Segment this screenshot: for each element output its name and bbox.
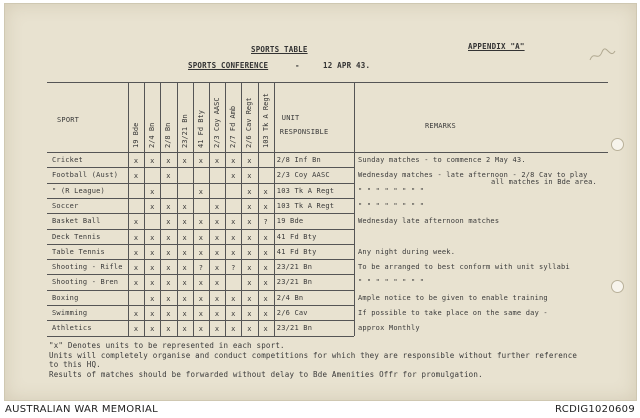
represent-mark: x [166, 233, 171, 242]
column-divider [128, 82, 129, 336]
represent-mark: x [166, 218, 171, 227]
archive-id: RCDIG1020609 [555, 404, 635, 415]
represent-mark: x [247, 248, 252, 257]
represent-mark: x [247, 294, 252, 303]
unit-responsible: 41 Fd Bty [276, 247, 317, 256]
sport-name: " (R League) [52, 186, 105, 195]
pencil-scribble-icon [588, 48, 618, 64]
sport-name: Shooting - Bren [52, 278, 119, 287]
unit-column-header: 19 Bde [132, 122, 140, 148]
unit-responsible: 103 Tk A Regt [276, 186, 335, 195]
row-divider [47, 259, 354, 260]
row-divider [47, 274, 354, 275]
represent-mark: x [247, 233, 252, 242]
represent-mark: x [214, 264, 220, 273]
remarks-text: Wednesday matches - late afternoon - 2/8 Cav to play [358, 171, 588, 180]
represent-mark: x [263, 325, 268, 334]
sport-column-header: SPORT [57, 116, 80, 124]
represent-mark: x [166, 310, 171, 318]
remarks-column-header: REMARKS [425, 122, 456, 130]
document-title: SPORTS TABLE [251, 45, 308, 54]
table-top-border [47, 82, 608, 83]
represent-mark: x [133, 264, 139, 273]
sport-name: Cricket [52, 156, 83, 164]
represent-mark: ? [198, 264, 203, 273]
row-divider [47, 183, 354, 184]
represent-mark: x [214, 279, 220, 288]
represent-mark: x [182, 233, 187, 242]
represent-mark: x [166, 325, 171, 334]
sport-name: Shooting - Rifle [52, 263, 123, 272]
remarks-text: " " " " " " " " [358, 186, 425, 195]
unit-responsible: 2/3 Coy AASC [276, 171, 330, 180]
remarks-text: all matches in Bde area. [491, 178, 597, 187]
unit-column-header: 2/4 Bn [148, 122, 157, 148]
represent-mark: x [214, 310, 220, 318]
unit-responsible: 2/6 Cav [276, 309, 308, 317]
represent-mark: x [166, 294, 171, 303]
unit-column-header: 2/8 Bn [164, 122, 173, 148]
unit-responsible: 23/21 Bn [276, 324, 313, 333]
represent-mark: x [214, 325, 220, 334]
represent-mark: x [198, 310, 203, 318]
represent-mark: x [150, 310, 155, 318]
represent-mark: x [133, 248, 139, 257]
note-1: "x" Denotes units to be represented in each sport. [49, 341, 285, 350]
remarks-text: Any night during week. [358, 247, 456, 256]
row-divider [47, 320, 354, 321]
sport-name: Football (Aust) [52, 171, 119, 180]
sport-name: Soccer [52, 201, 79, 210]
represent-mark: x [247, 187, 252, 196]
unit-responsible: 23/21 Bn [276, 278, 313, 287]
note-4: Results of matches should be forwarded without delay to Bde Amenities Offr for promulgation. [49, 370, 483, 379]
row-divider [47, 167, 354, 168]
unit-column-header: 23/21 Bn [180, 114, 189, 148]
represent-mark: x [263, 202, 268, 211]
represent-mark: x [166, 172, 171, 181]
remarks-text: " " " " " " " " [358, 201, 425, 210]
appendix-label: APPENDIX "A" [468, 42, 525, 51]
represent-mark: x [166, 157, 171, 165]
represent-mark: x [150, 202, 155, 211]
represent-mark: x [231, 310, 236, 318]
represent-mark: x [182, 279, 187, 288]
unit-responsible: 41 Fd Bty [276, 232, 317, 241]
unit-responsible: 19 Bde [276, 217, 304, 226]
note-2: Units will completely organise and conduct competitions for which they are responsible without further reference [49, 351, 578, 360]
remarks-text: To be arranged to best conform with unit syllabi [358, 263, 570, 272]
punch-hole-top [611, 138, 624, 151]
header-divider [47, 152, 608, 153]
remarks-text: Sunday matches - to commence 2 May 43. [358, 156, 526, 164]
row-divider [47, 244, 354, 245]
represent-mark: x [198, 325, 203, 334]
row-divider [47, 290, 354, 291]
represent-mark: ? [263, 218, 268, 227]
represent-mark: x [133, 157, 139, 165]
represent-mark: x [198, 233, 203, 242]
represent-mark: x [247, 157, 252, 165]
represent-mark: x [247, 218, 252, 227]
unit-column-header: 2/3 Coy AASC [213, 97, 221, 148]
represent-mark: x [182, 157, 187, 165]
represent-mark: x [166, 248, 171, 257]
column-divider [354, 82, 355, 336]
unit-column-header: 41 Fd Bty [196, 110, 205, 148]
punch-hole-bottom [611, 280, 624, 293]
represent-mark: x [198, 294, 203, 303]
represent-mark: x [231, 233, 236, 242]
represent-mark: x [247, 325, 252, 334]
unit-responsible: 23/21 Bn [276, 263, 313, 272]
represent-mark: x [198, 157, 203, 165]
sport-name: Table Tennis [52, 247, 105, 256]
represent-mark: x [231, 218, 236, 227]
represent-mark: x [150, 157, 155, 165]
represent-mark: x [133, 310, 139, 318]
represent-mark: x [198, 218, 203, 227]
represent-mark: x [133, 172, 139, 181]
represent-mark: x [182, 202, 187, 211]
unit-responsible: 2/8 Inf Bn [276, 156, 321, 164]
sport-name: Basket Ball [52, 217, 101, 226]
sport-name: Deck Tennis [52, 232, 101, 241]
represent-mark: x [214, 218, 220, 227]
represent-mark: x [231, 248, 236, 257]
remarks-text: Ample notice to be given to enable training [358, 293, 548, 302]
represent-mark: x [150, 325, 155, 334]
unit-column-header: 103 Tk A Regt [261, 93, 270, 148]
sport-name: Boxing [52, 293, 79, 302]
represent-mark: x [231, 172, 236, 181]
column-divider [274, 82, 275, 336]
represent-mark: x [231, 157, 236, 165]
represent-mark: x [182, 310, 187, 318]
represent-mark: x [214, 202, 220, 211]
represent-mark: x [214, 248, 220, 257]
unit-responsible-header: UNIT [281, 114, 300, 122]
represent-mark: x [133, 233, 139, 242]
archive-name: AUSTRALIAN WAR MEMORIAL [5, 404, 158, 415]
represent-mark: x [247, 172, 252, 181]
represent-mark: x [263, 310, 268, 318]
represent-mark: x [247, 310, 252, 318]
represent-mark: x [263, 264, 268, 273]
represent-mark: x [166, 264, 171, 273]
row-divider [47, 336, 354, 337]
remarks-text: approx Monthly [358, 324, 420, 333]
represent-mark: x [150, 264, 155, 273]
archive-footer [0, 402, 640, 418]
represent-mark: x [247, 264, 252, 273]
remarks-text: " " " " " " " " [358, 278, 425, 287]
unit-responsible: 103 Tk A Regt [276, 201, 335, 210]
represent-mark: x [150, 187, 155, 196]
represent-mark: x [150, 233, 155, 242]
row-divider [47, 229, 354, 230]
represent-mark: x [247, 202, 252, 211]
represent-mark: x [182, 218, 187, 227]
unit-column-header: 2/6 Cav Regt [245, 97, 254, 148]
represent-mark: x [263, 294, 268, 303]
row-divider [47, 198, 354, 199]
represent-mark: x [133, 325, 139, 334]
unit-responsible: 2/4 Bn [276, 293, 304, 302]
represent-mark: x [166, 279, 171, 288]
sport-name: Swimming [52, 309, 88, 317]
represent-mark: x [263, 233, 268, 242]
note-3: to this HQ. [49, 360, 101, 369]
represent-mark: x [198, 279, 203, 288]
represent-mark: x [166, 202, 171, 211]
represent-mark: x [182, 248, 187, 257]
represent-mark: x [133, 279, 139, 288]
represent-mark: x [231, 325, 236, 334]
sport-name: Athletics [52, 324, 92, 333]
document-date: 12 APR 43. [323, 61, 371, 70]
document-subtitle: SPORTS CONFERENCE [188, 61, 269, 70]
row-divider [47, 213, 354, 214]
represent-mark: x [198, 248, 203, 257]
remarks-text: If possible to take place on the same day - [358, 309, 548, 317]
represent-mark: x [214, 233, 220, 242]
row-divider [47, 305, 354, 306]
represent-mark: x [247, 279, 252, 288]
document-sheet [4, 3, 637, 401]
represent-mark: x [182, 294, 187, 303]
represent-mark: x [214, 157, 220, 165]
represent-mark: ? [231, 264, 236, 273]
represent-mark: x [150, 294, 155, 303]
represent-mark: x [214, 294, 220, 303]
represent-mark: x [263, 279, 268, 288]
represent-mark: x [133, 218, 139, 227]
represent-mark: x [231, 294, 236, 303]
represent-mark: x [198, 187, 203, 196]
represent-mark: x [150, 279, 155, 288]
represent-mark: x [263, 187, 268, 196]
subtitle-dash: - [295, 61, 300, 70]
represent-mark: x [182, 264, 187, 273]
unit-column-header: 2/7 Fd Amb [229, 105, 238, 148]
represent-mark: x [182, 325, 187, 334]
remarks-text: Wednesday late afternoon matches [358, 217, 500, 226]
unit-responsible-header: RESPONSIBLE [279, 128, 329, 136]
represent-mark: x [263, 248, 268, 257]
represent-mark: x [150, 248, 155, 257]
